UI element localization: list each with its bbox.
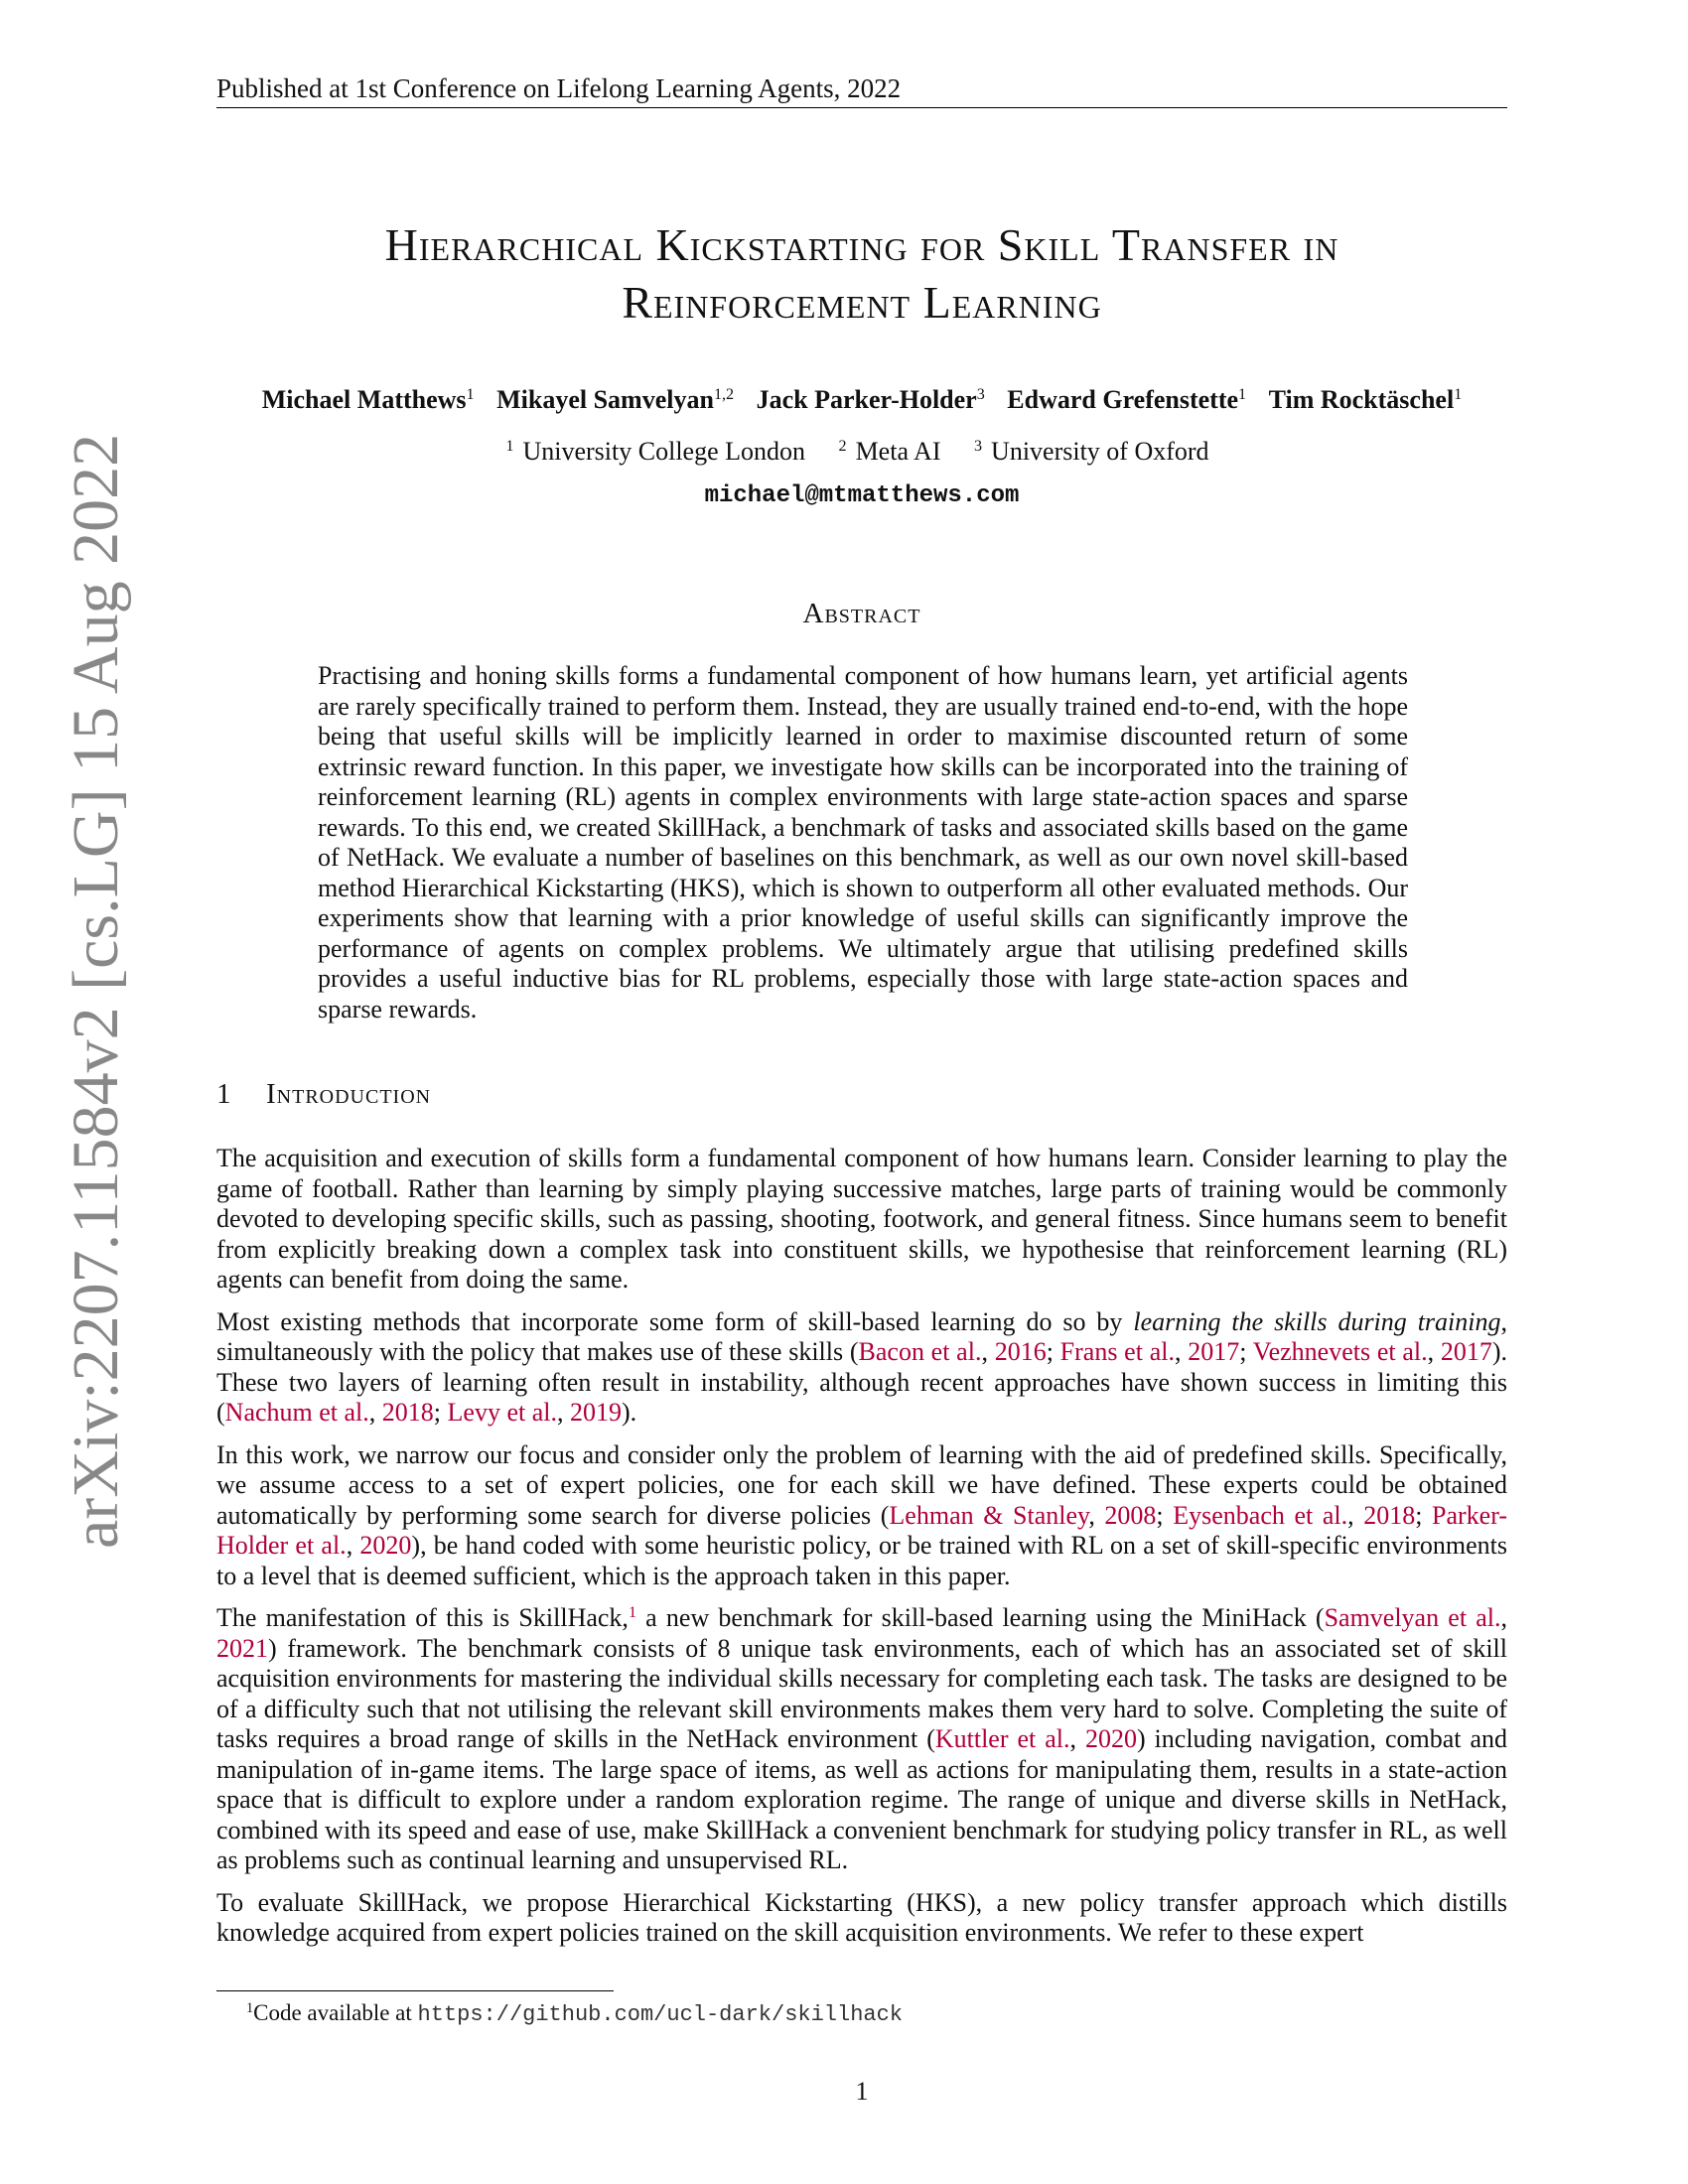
page-number: 1 <box>855 2077 869 2106</box>
author-list <box>216 385 1507 415</box>
citation-year-link[interactable]: 2021 <box>216 1633 268 1663</box>
abstract-heading: Abstract <box>802 598 921 629</box>
footnote: $^1$Code available at https://github.com/ucl-dark/skillhack <box>246 2000 904 2027</box>
paragraph: The manifestation of this is SkillHack,$^1$ a new benchmark for skill-based learning using the MiniHack (Samvelyan et al., 2021) framework. The benchmark consists of 8 unique task environments, each of which has an associated set of skill acquisition environments for mastering the individual skills necessary for completing each task. The tasks are designed to be of a difficulty such that not utilising the relevant skill environments makes them very hard to solve. Completing the suite of tasks requires a broad range of skills in the NetHack environment (Kuttler et al., 2020) including navigation, combat and manipulation of in-game items. The large space of items, as well as actions for manipulating them, results in a state-action space that is difficult to explore under a random exploration regime. The range of unique and diverse skills in NetHack, combined with its speed and ease of use, make SkillHack a convenient benchmark for studying policy transfer in RL, as well as problems such as continual learning and unsupervised RL. <box>216 1603 1507 1874</box>
paper-title <box>216 216 1507 332</box>
title-line-1: Hierarchical Kickstarting for Skill Transfer in <box>384 219 1339 270</box>
citation-year-link[interactable]: 2020 <box>359 1531 412 1560</box>
abstract-text: Practising and honing skills forms a fundamental component of how humans learn, yet artificial agents are rarely specifically trained to perform them. Instead, they are usually trained end-to-end, with the hope being that useful skills will be implicitly learned in order to maximise discounted return of some extrinsic reward function. In this paper, we investigate how skills can be incorporated into the training of reinforcement learning (RL) agents in complex environments with large state-action spaces and sparse rewards. To this end, we created SkillHack, a benchmark of tasks and associated skills based on the game of NetHack. We evaluate a number of baselines on this benchmark, as well as our own novel skill-based method Hierarchical Kickstarting (HKS), which is shown to outperform all other evaluated methods. Our experiments show that learning with a prior knowledge of useful skills can significantly improve the performance of agents on complex problems. We ultimately argue that utilising predefined skills provides a useful inductive bias for RL problems, especially those with large state-action spaces and sparse rewards. <box>318 661 1408 1024</box>
author: Mikayel Samvelyan$^{1,2}$ <box>496 385 735 414</box>
author: Michael Matthews$^1$ <box>261 385 475 414</box>
citation-link[interactable]: Kuttler et al. <box>934 1724 1070 1753</box>
footnote-rule <box>216 1990 614 1991</box>
paragraph: The acquisition and execution of skills form a fundamental component of how humans learn. Consider learning to play the game of football. Rather than learning by simply playing successive matches, large parts of training would be commonly devoted to developing specific skills, such as passing, shooting, footwork, and general fitness. Since humans seem to benefit from explicitly breaking down a complex task into constituent skills, we hypothesise that reinforcement learning (RL) agents can benefit from doing the same. <box>216 1144 1507 1294</box>
conference-header: Published at 1st Conference on Lifelong Learning Agents, 2022 <box>216 73 902 103</box>
title-line-2: Reinforcement Learning <box>622 277 1102 328</box>
footnote-marker[interactable]: 1 <box>628 1604 636 1622</box>
section-title: Introduction <box>266 1078 432 1110</box>
affiliation: $^3$ University of Oxford <box>973 437 1209 466</box>
citation-year-link[interactable]: 2016 <box>994 1337 1047 1366</box>
affiliation: $^1$ University College London <box>505 437 805 466</box>
citation-link[interactable]: Lehman & Stanley <box>889 1500 1089 1530</box>
affiliation: $^2$ Meta AI <box>838 437 941 466</box>
author: Jack Parker-Holder$^3$ <box>756 385 985 414</box>
author: Tim Rocktäschel$^1$ <box>1268 385 1463 414</box>
citation-link[interactable]: Levy et al. <box>447 1398 557 1427</box>
citation-year-link[interactable]: 2008 <box>1104 1500 1157 1530</box>
header-rule <box>216 107 1507 108</box>
citation-year-link[interactable]: 2019 <box>569 1398 622 1427</box>
contact-email[interactable]: michael@mtmatthews.com <box>704 482 1020 509</box>
citation-link[interactable]: Eysenbach et al. <box>1173 1500 1348 1530</box>
section-heading <box>216 1078 1011 1111</box>
paragraph: In this work, we narrow our focus and consider only the problem of learning with the aid of predefined skills. Specifically, we assume access to a set of expert policies, one for each skill we have defined. These experts could be obtained automatically by performing some search for diverse policies (Lehman & Stanley, 2008; Eysenbach et al., 2018; Parker-Holder et al., 2020), be hand coded with some heuristic policy, or be trained with RL on a set of skill-specific environments to a level that is deemed sufficient, which is the approach taken in this paper. <box>216 1439 1508 1590</box>
citation-year-link[interactable]: 2018 <box>381 1398 434 1427</box>
citation-link[interactable]: Bacon et al. <box>858 1337 982 1366</box>
citation-year-link[interactable]: 2017 <box>1440 1337 1492 1366</box>
citation-year-link[interactable]: 2020 <box>1084 1724 1137 1753</box>
citation-year-link[interactable]: 2018 <box>1363 1500 1416 1530</box>
arxiv-identifier: arXiv:2207.11584v2 [cs.LG] 15 Aug 2022 <box>60 433 132 1549</box>
paragraph: Most existing methods that incorporate some form of skill-based learning do so by learning the skills during training, simultaneously with the policy that makes use of these skills (Bacon et al., 2016; Frans et al., 2017; Vezhnevets et al., 2017). These two layers of learning often result in instability, although recent approaches have shown success in limiting this (Nachum et al., 2018; Levy et al., 2019). <box>216 1306 1508 1427</box>
citation-link[interactable]: Parker-Holder et al. <box>216 1500 1508 1560</box>
paragraph: To evaluate SkillHack, we propose Hierarchical Kickstarting (HKS), a new policy transfer approach which distills knowledge acquired from expert policies trained on the skill acquisition environments. We refer to these expert <box>216 1887 1507 1947</box>
citation-link[interactable]: Samvelyan et al. <box>1324 1603 1501 1632</box>
citation-link[interactable]: Nachum et al. <box>224 1398 369 1427</box>
citation-link[interactable]: Vezhnevets et al. <box>1252 1337 1428 1366</box>
affiliations <box>216 437 1507 467</box>
code-url-link[interactable]: https://github.com/ucl-dark/skillhack <box>417 2002 904 2027</box>
section-body <box>216 1144 1507 1961</box>
citation-link[interactable]: Frans et al. <box>1059 1337 1175 1366</box>
section-number: 1 <box>216 1078 232 1110</box>
author: Edward Grefenstette$^1$ <box>1007 385 1247 414</box>
citation-year-link[interactable]: 2017 <box>1188 1337 1240 1366</box>
